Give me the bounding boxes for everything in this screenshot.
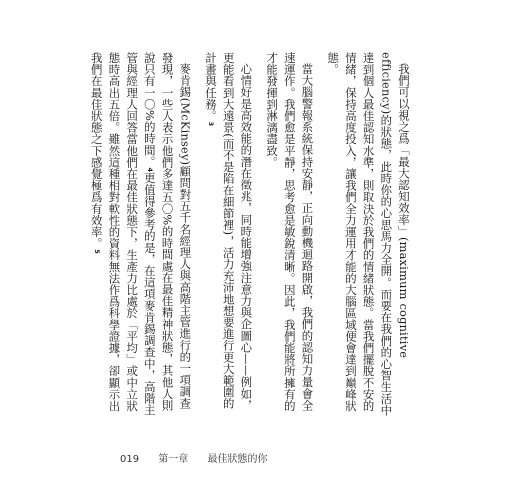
paragraph-3-text: 心情好是高效能的潛在徵兆，同時能增強注意力與企圖心——例如，更能看到大遠景(而不是陷在細節裡)，活力充沛地想要進行更大範圍的計畫與任務。: [203, 52, 254, 412]
paragraph-4-text: 麥肯錫(McKinsey)顧問對五千名經理人與高階主管進行的一項調查發現，一些人表示他們多達五〇%的時間處在最佳精神狀態，其他人則說只有一〇%的時間。: [142, 52, 193, 412]
body-text: [89, 52, 412, 416]
paragraph-2: [262, 52, 315, 416]
chapter-label: 第一章: [158, 454, 189, 465]
paragraph-4-tail: 更值得參考的是，在這項麥肯錫調查中，高階主管與經理人回答當他們在最佳狀態下，生產力比處於「平均」或中立狀態時高出五倍。雖然這種相對軟性的資料無法作爲科學證據，卻顯示出我們在最佳狀態之下感覺極爲有效率。: [89, 52, 157, 416]
footnote-marker-4: 4: [145, 167, 154, 173]
footnote-marker-3: 3: [206, 121, 215, 127]
paragraph-3: [201, 52, 254, 416]
paragraph-1-text: 我們可以視之爲「最大認知效率」(maximum cognitive efficiency)的狀態，此時你的心思馬力全開。而要在我們的心智生活中達到個人最佳認知水準，則取決於我們的情緒狀態。當我們擺脫不安的情緒，保持高度投入，讓我們全力運用才能的大腦區域便會達到巔峰狀態。: [326, 52, 411, 416]
footnote-marker-5: 5: [92, 249, 101, 254]
paragraph-4: [87, 52, 193, 416]
paragraph-1: [323, 52, 412, 416]
page-footer: [120, 450, 283, 465]
chapter-title: 最佳狀態的你: [207, 454, 268, 465]
page-number: 019: [120, 454, 140, 465]
paragraph-2-text: 當大腦警報系統保持安靜，正向動機迴路開啟，我們的認知力量會全速運作。我們愈是平靜，思考愈是敏銳清晰。因此，我們能將所擁有的才能發揮到淋漓盡致。: [265, 52, 315, 412]
